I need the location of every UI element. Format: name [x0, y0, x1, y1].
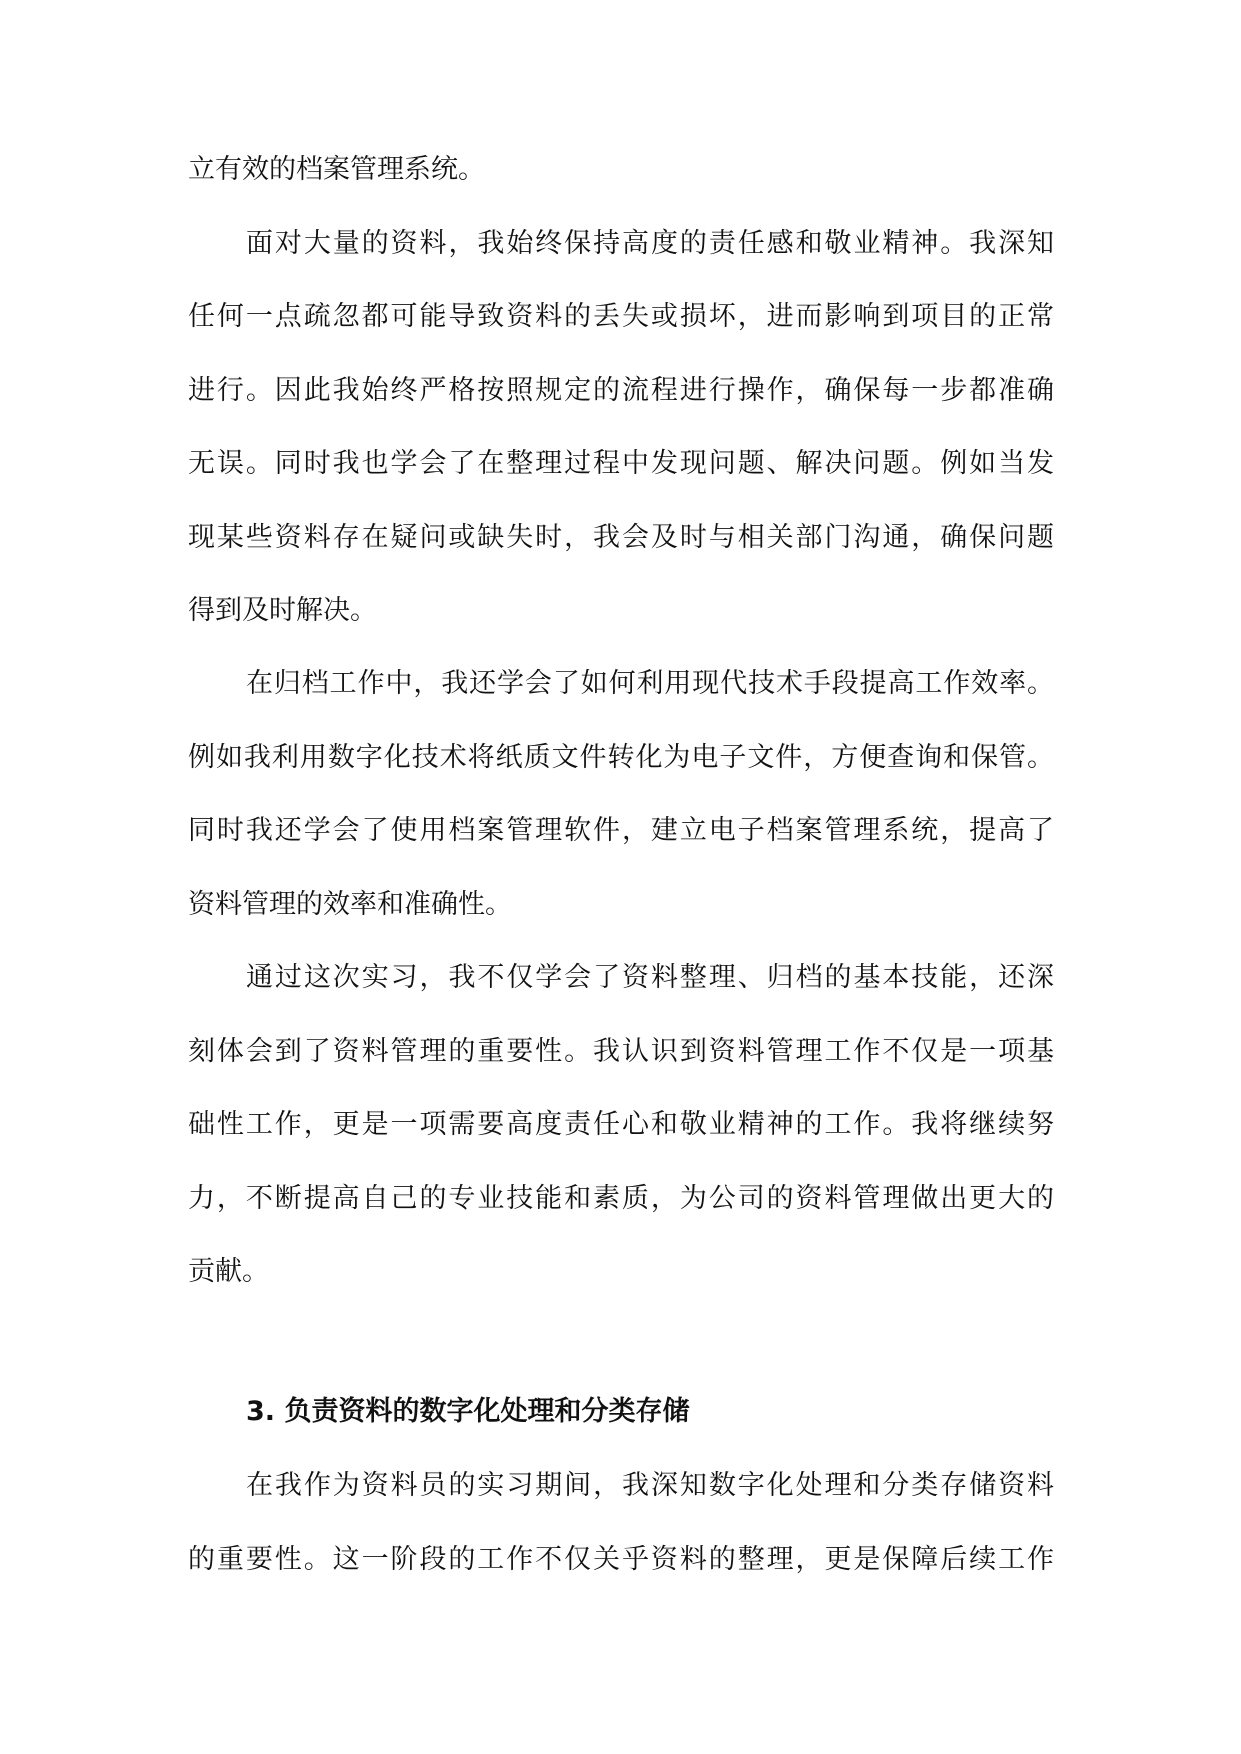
- text-line: 得到及时解决。: [188, 595, 377, 626]
- text-line: 无误。同时我也学会了在整理过程中发现问题、解决问题。例如当发: [188, 448, 1054, 479]
- paragraph-first-line: 面对大量的资料，我始终保持高度的责任感和敬业精神。我深知: [246, 228, 1054, 259]
- paragraph-first-line: 通过这次实习，我不仅学会了资料整理、归档的基本技能，还深: [246, 962, 1054, 993]
- text-line: 任何一点疏忽都可能导致资料的丢失或损坏，进而影响到项目的正常: [188, 301, 1054, 332]
- text-line: 础性工作，更是一项需要高度责任心和敬业精神的工作。我将继续努: [188, 1109, 1054, 1140]
- paragraph-first-line: 在我作为资料员的实习期间，我深知数字化处理和分类存储资料: [246, 1470, 1054, 1501]
- text-line: 立有效的档案管理系统。: [188, 154, 485, 185]
- section-heading: 3. 负责资料的数字化处理和分类存储: [246, 1396, 690, 1427]
- text-line: 现某些资料存在疑问或缺失时，我会及时与相关部门沟通，确保问题: [188, 522, 1054, 553]
- paragraph-first-line: 在归档工作中，我还学会了如何利用现代技术手段提高工作效率。: [246, 668, 1054, 699]
- text-line: 贡献。: [188, 1256, 269, 1287]
- text-line: 资料管理的效率和准确性。: [188, 889, 512, 920]
- text-line: 刻体会到了资料管理的重要性。我认识到资料管理工作不仅是一项基: [188, 1036, 1054, 1067]
- text-line: 力，不断提高自己的专业技能和素质，为公司的资料管理做出更大的: [188, 1183, 1054, 1214]
- text-line: 的重要性。这一阶段的工作不仅关乎资料的整理，更是保障后续工作: [188, 1544, 1054, 1575]
- text-line: 例如我利用数字化技术将纸质文件转化为电子文件，方便查询和保管。: [188, 742, 1054, 773]
- text-line: 进行。因此我始终严格按照规定的流程进行操作，确保每一步都准确: [188, 375, 1054, 406]
- text-line: 同时我还学会了使用档案管理软件，建立电子档案管理系统，提高了: [188, 815, 1054, 846]
